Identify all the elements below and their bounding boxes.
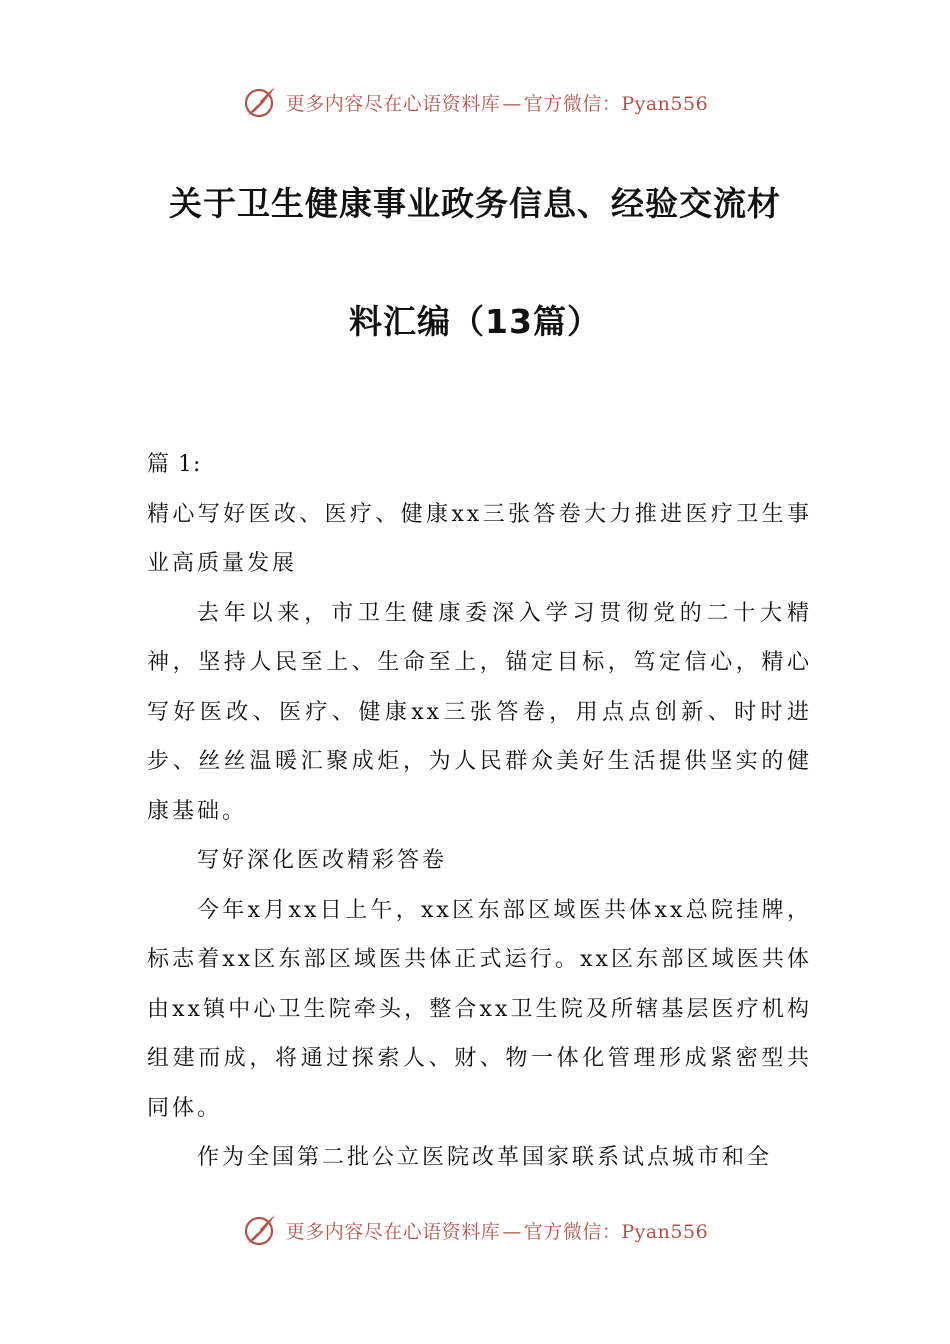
part-label: 篇 1:	[147, 452, 202, 477]
watermark-site: 更多内容尽在心语资料库	[285, 92, 501, 115]
body-paragraph: 今年x月xx日上午，xx区东部区域医共体xx总院挂牌，标志着xx区东部区域医共体正式运行。xx区东部区域医共体由xx镇中心卫生院牵头，整合xx卫生院及所辖基层医疗机构组建而成，将通过探索人、财、物一体化管理形成紧密型共同体。	[147, 897, 812, 1121]
watermark-banner-top	[0, 82, 950, 122]
watermark-wechat-id: Pyan556	[621, 1220, 709, 1243]
watermark-wechat-label: 官方微信：	[523, 1220, 622, 1243]
document-title-line-1: 关于卫生健康事业政务信息、经验交流材	[169, 184, 781, 223]
watermark-wechat-id: Pyan556	[621, 92, 709, 115]
watermark-text	[286, 89, 708, 116]
quill-logo-icon	[242, 84, 278, 120]
article-title: 精心写好医改、医疗、健康xx三张答卷大力推进医疗卫生事业高质量发展	[147, 501, 812, 576]
section-heading: 写好深化医改精彩答卷	[197, 848, 448, 873]
document-title-line-2: 料汇编（13篇）	[349, 302, 601, 341]
quill-logo-icon	[242, 1212, 278, 1248]
watermark-text	[286, 1217, 708, 1244]
watermark-site: 更多内容尽在心语资料库	[285, 1220, 501, 1243]
watermark-banner-bottom	[0, 1210, 950, 1250]
watermark-separator: —	[502, 1220, 522, 1243]
watermark-wechat-label: 官方微信：	[523, 92, 622, 115]
document-body	[147, 440, 812, 1183]
watermark-separator: —	[502, 92, 522, 115]
body-paragraph: 作为全国第二批公立医院改革国家联系试点城市和全	[197, 1145, 773, 1170]
body-paragraph: 去年以来，市卫生健康委深入学习贯彻党的二十大精神，坚持人民至上、生命至上，锚定目标，笃定信心，精心写好医改、医疗、健康xx三张答卷，用点点创新、时时进步、丝丝温暖汇聚成炬，为人民群众美好生活提供坚实的健康基础。	[147, 600, 812, 824]
